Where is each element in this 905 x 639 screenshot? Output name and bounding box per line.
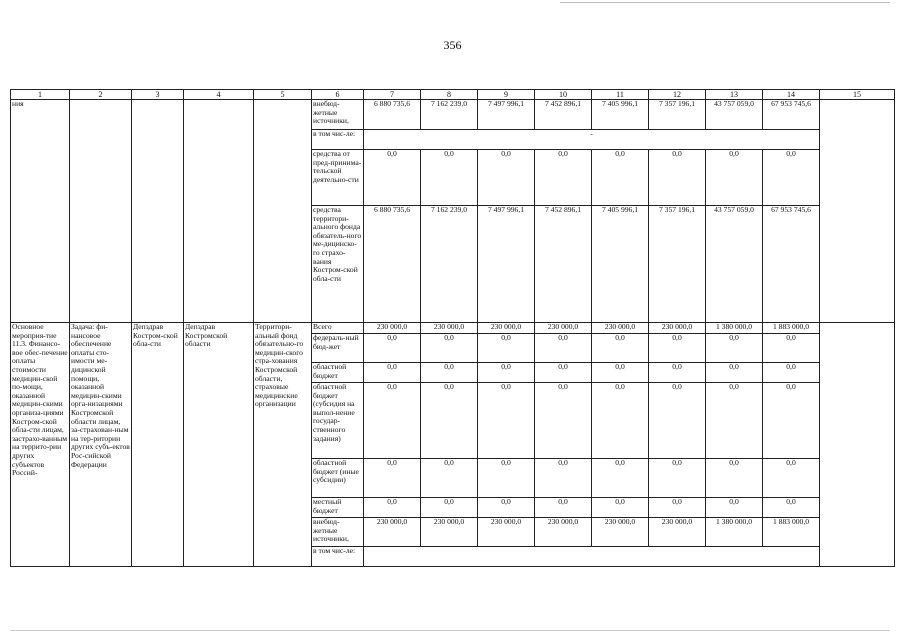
header-cell: 14: [763, 90, 820, 100]
value-cell: 0,0: [592, 498, 649, 518]
value-cell: 230 000,0: [421, 323, 478, 334]
source-label-cell: средства территори-ального фонда обязатель-ного ме-дицинско-го страхо-вания Костром-ской обла-сти: [312, 206, 364, 323]
header-row: [11, 90, 895, 100]
value-cell: 7 405 996,1: [592, 206, 649, 323]
value-cell: 6 880 735,6: [364, 206, 421, 323]
value-cell: 0,0: [421, 459, 478, 498]
top-rule: [560, 2, 890, 3]
value-cell: 0,0: [478, 363, 535, 383]
participants-cell: [254, 100, 312, 323]
budget-table: [10, 89, 895, 567]
source-label-cell: областной бюджет (субсидия на выпол-нение государ-ственного задания): [312, 383, 364, 459]
value-cell: 0,0: [649, 383, 706, 459]
value-cell: 0,0: [364, 363, 421, 383]
value-cell: 230 000,0: [535, 323, 592, 334]
value-cell: 230 000,0: [592, 518, 649, 547]
value-cell: 0,0: [478, 459, 535, 498]
value-cell: 0,0: [763, 383, 820, 459]
value-cell: 0,0: [649, 363, 706, 383]
value-cell: 7 497 996,1: [478, 100, 535, 130]
source-label-cell: местный бюджет: [312, 498, 364, 518]
executor-cell: Депздрав Костромской области: [184, 323, 254, 567]
coordinator-cell: Депздрав Костром-ской обла-сти: [132, 323, 184, 567]
source-label-cell: внебюд-жетные источники,: [312, 518, 364, 547]
value-cell: 0,0: [421, 383, 478, 459]
value-cell: 230 000,0: [649, 518, 706, 547]
value-cell: 0,0: [421, 498, 478, 518]
header-cell: 5: [254, 90, 312, 100]
source-label-cell: в том чис-ле:: [312, 547, 364, 567]
header-cell: 6: [312, 90, 364, 100]
activity-name-cell: Основное мероприя-тие 11.3. Финансо-вое обес-печение оплаты стоимости медицин-ской по-мощи, оказанной медицин-скими организа-циями Костром-ской обла-сти лицам, застрахо-ванным на террито-рии других субъектов Россий-: [11, 323, 70, 567]
header-cell: 15: [820, 90, 895, 100]
value-cell: 0,0: [364, 498, 421, 518]
column-15-cell: [820, 323, 895, 567]
header-cell: 3: [132, 90, 184, 100]
header-cell: 9: [478, 90, 535, 100]
header-cell: 1: [11, 90, 70, 100]
value-cell: 0,0: [706, 459, 763, 498]
value-cell: 0,0: [592, 459, 649, 498]
block-continuation: [11, 100, 895, 323]
header-cell: 7: [364, 90, 421, 100]
value-cell: 230 000,0: [592, 323, 649, 334]
value-cell: 0,0: [421, 150, 478, 206]
value-cell: 230 000,0: [421, 518, 478, 547]
value-cell: 67 953 745,6: [763, 206, 820, 323]
value-cell: 0,0: [478, 498, 535, 518]
value-cell: 0,0: [592, 150, 649, 206]
value-cell: 7 357 196,1: [649, 100, 706, 130]
value-cell: 0,0: [649, 150, 706, 206]
value-cell: 0,0: [592, 383, 649, 459]
bottom-rule: [10, 630, 890, 631]
executor-cell: [184, 100, 254, 323]
value-cell: 0,0: [535, 383, 592, 459]
value-cell: 0,0: [649, 334, 706, 363]
value-cell: 7 497 996,1: [478, 206, 535, 323]
value-cell: 1 883 000,0: [763, 518, 820, 547]
value-cell: 0,0: [706, 498, 763, 518]
activity-name-cell: ния: [11, 100, 70, 323]
value-cell: 0,0: [535, 150, 592, 206]
source-label-cell: внебюд-жетные источники,: [312, 100, 364, 130]
value-cell: 0,0: [478, 334, 535, 363]
value-cell: 7 452 896,1: [535, 206, 592, 323]
task-cell: [70, 100, 132, 323]
header-cell: 4: [184, 90, 254, 100]
value-cell: 6 880 735,6: [364, 100, 421, 130]
header-cell: 10: [535, 90, 592, 100]
value-cell: 7 405 996,1: [592, 100, 649, 130]
participants-cell: Территори-альный фонд обязательно-го медицин-ского стра-хования Костромской области, страховые медицинские организации: [254, 323, 312, 567]
value-cell: 0,0: [649, 459, 706, 498]
value-cell: 0,0: [364, 459, 421, 498]
value-cell: 0,0: [535, 498, 592, 518]
block-activity-11-3: [11, 323, 895, 567]
value-cell: 0,0: [763, 363, 820, 383]
task-cell: Задача: фи-нансовое обеспечение оплаты сто-имости ме-дицинской помощи, оказанной медицин-скими орга-низациями Костромской области лицам, за-страхован-ным на тер-ритории других субъ-ектов Рос-сийской Федерации: [70, 323, 132, 567]
value-cell: 0,0: [535, 334, 592, 363]
value-cell: 43 757 059,0: [706, 206, 763, 323]
header-cell: 2: [70, 90, 132, 100]
value-cell: 0,0: [421, 363, 478, 383]
value-cell: 0,0: [706, 150, 763, 206]
source-label-cell: в том чис-ле:: [312, 130, 364, 150]
value-cell: 7 357 196,1: [649, 206, 706, 323]
source-label-cell: Всего: [312, 323, 364, 334]
value-cell: 1 883 000,0: [763, 323, 820, 334]
source-label-cell: областной бюджет: [312, 363, 364, 383]
value-cell: 0,0: [592, 363, 649, 383]
table-row: [11, 100, 895, 130]
value-cell: 230 000,0: [364, 323, 421, 334]
value-cell: 0,0: [763, 150, 820, 206]
page-number: 356: [443, 38, 462, 52]
value-cell: 230 000,0: [364, 518, 421, 547]
value-cell: 0,0: [478, 383, 535, 459]
value-cell: 0,0: [478, 150, 535, 206]
value-cell: 43 757 059,0: [706, 100, 763, 130]
value-cell: 230 000,0: [535, 518, 592, 547]
value-cell-merged: [364, 547, 820, 567]
value-cell: 67 953 745,6: [763, 100, 820, 130]
value-cell: 0,0: [592, 334, 649, 363]
value-cell: 0,0: [535, 459, 592, 498]
value-cell: 230 000,0: [478, 518, 535, 547]
value-cell: 0,0: [364, 383, 421, 459]
value-cell: 0,0: [421, 334, 478, 363]
header-cell: 13: [706, 90, 763, 100]
value-cell: 1 380 000,0: [706, 323, 763, 334]
header-cell: 11: [592, 90, 649, 100]
value-cell: 230 000,0: [649, 323, 706, 334]
value-cell: 0,0: [706, 383, 763, 459]
value-cell-merged: -: [364, 130, 820, 150]
value-cell: 1 380 000,0: [706, 518, 763, 547]
value-cell: 7 162 239,0: [421, 206, 478, 323]
value-cell: 0,0: [763, 334, 820, 363]
source-label-cell: средства от пред-принима-тельской деятельно-сти: [312, 150, 364, 206]
value-cell: 0,0: [649, 498, 706, 518]
value-cell: 0,0: [763, 498, 820, 518]
coordinator-cell: [132, 100, 184, 323]
column-15-cell: [820, 100, 895, 323]
source-label-cell: федераль-ный бюд-жет: [312, 334, 364, 363]
value-cell: 230 000,0: [478, 323, 535, 334]
table-row: [11, 323, 895, 334]
value-cell: 7 162 239,0: [421, 100, 478, 130]
value-cell: 0,0: [364, 150, 421, 206]
value-cell: 0,0: [364, 334, 421, 363]
source-label-cell: областной бюджет (иные субсидии): [312, 459, 364, 498]
header-cell: 12: [649, 90, 706, 100]
value-cell: 0,0: [706, 334, 763, 363]
value-cell: 0,0: [535, 363, 592, 383]
header-cell: 8: [421, 90, 478, 100]
value-cell: 7 452 896,1: [535, 100, 592, 130]
value-cell: 0,0: [763, 459, 820, 498]
value-cell: 0,0: [706, 363, 763, 383]
